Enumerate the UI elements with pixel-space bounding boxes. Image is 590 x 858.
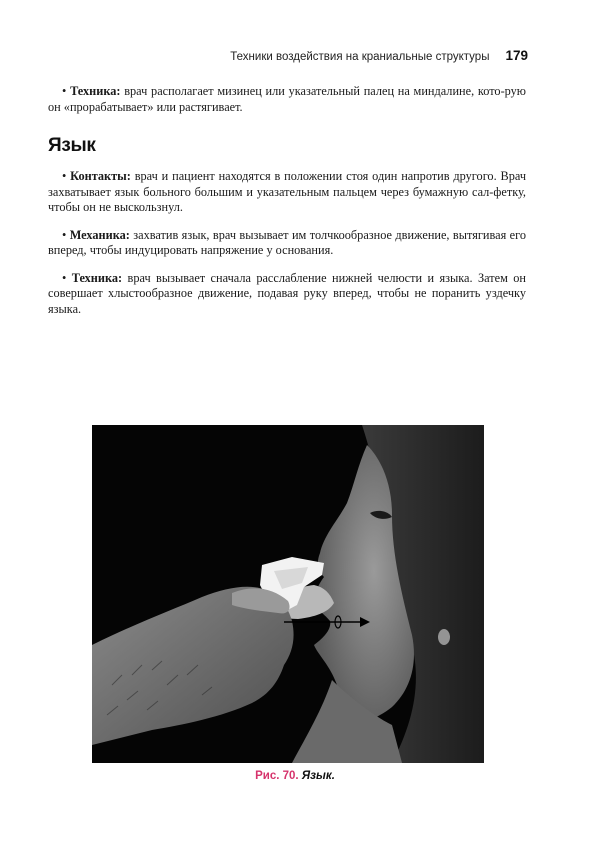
figure-photo	[92, 425, 484, 763]
contacts-paragraph	[48, 169, 526, 216]
intro-paragraph	[48, 84, 526, 115]
tongue-technique-photo	[92, 425, 484, 763]
paragraph-text: врач и пациент находятся в положении стоя один напротив другого. Врач захватывает язык больного большим и указательным пальцем через бумажную сал-фетку, чтобы он не выскользнул.	[48, 169, 527, 214]
term-label: Контакты:	[70, 169, 131, 183]
bullet: •	[62, 169, 67, 183]
figure-caption-text: Язык.	[301, 770, 335, 782]
earring-shape	[438, 629, 450, 645]
technique-paragraph	[48, 271, 526, 318]
running-header	[230, 48, 528, 63]
page-content	[48, 84, 526, 317]
bullet: •	[62, 227, 67, 242]
paragraph-text: захватив язык, врач вызывает им толчкообразное движение, вытягивая его вперед, чтобы индуцировать напряжение у основания.	[48, 227, 526, 257]
bullet: •	[62, 270, 67, 285]
figure-caption	[0, 770, 590, 782]
mechanics-paragraph	[48, 228, 526, 259]
figure-label: Рис. 70.	[255, 770, 299, 782]
paragraph-text: врач располагает мизинец или указательный палец на миндалине, кото-рую он «прорабатывает» или растягивает.	[48, 84, 526, 114]
page-number: 179	[505, 48, 528, 63]
term-label: Механика:	[69, 227, 130, 242]
running-title: Техники воздействия на краниальные структуры	[230, 51, 490, 63]
paragraph-text: врач вызывает сначала расслабление нижней челюсти и языка. Затем он совершает хлыстообразное движение, подавая руку вперед, чтобы не поранить уздечку языка.	[48, 270, 526, 316]
term-label: Техника:	[71, 270, 123, 285]
section-heading: Язык	[48, 135, 96, 156]
term-label: Техника:	[70, 84, 121, 98]
bullet: •	[62, 84, 67, 98]
